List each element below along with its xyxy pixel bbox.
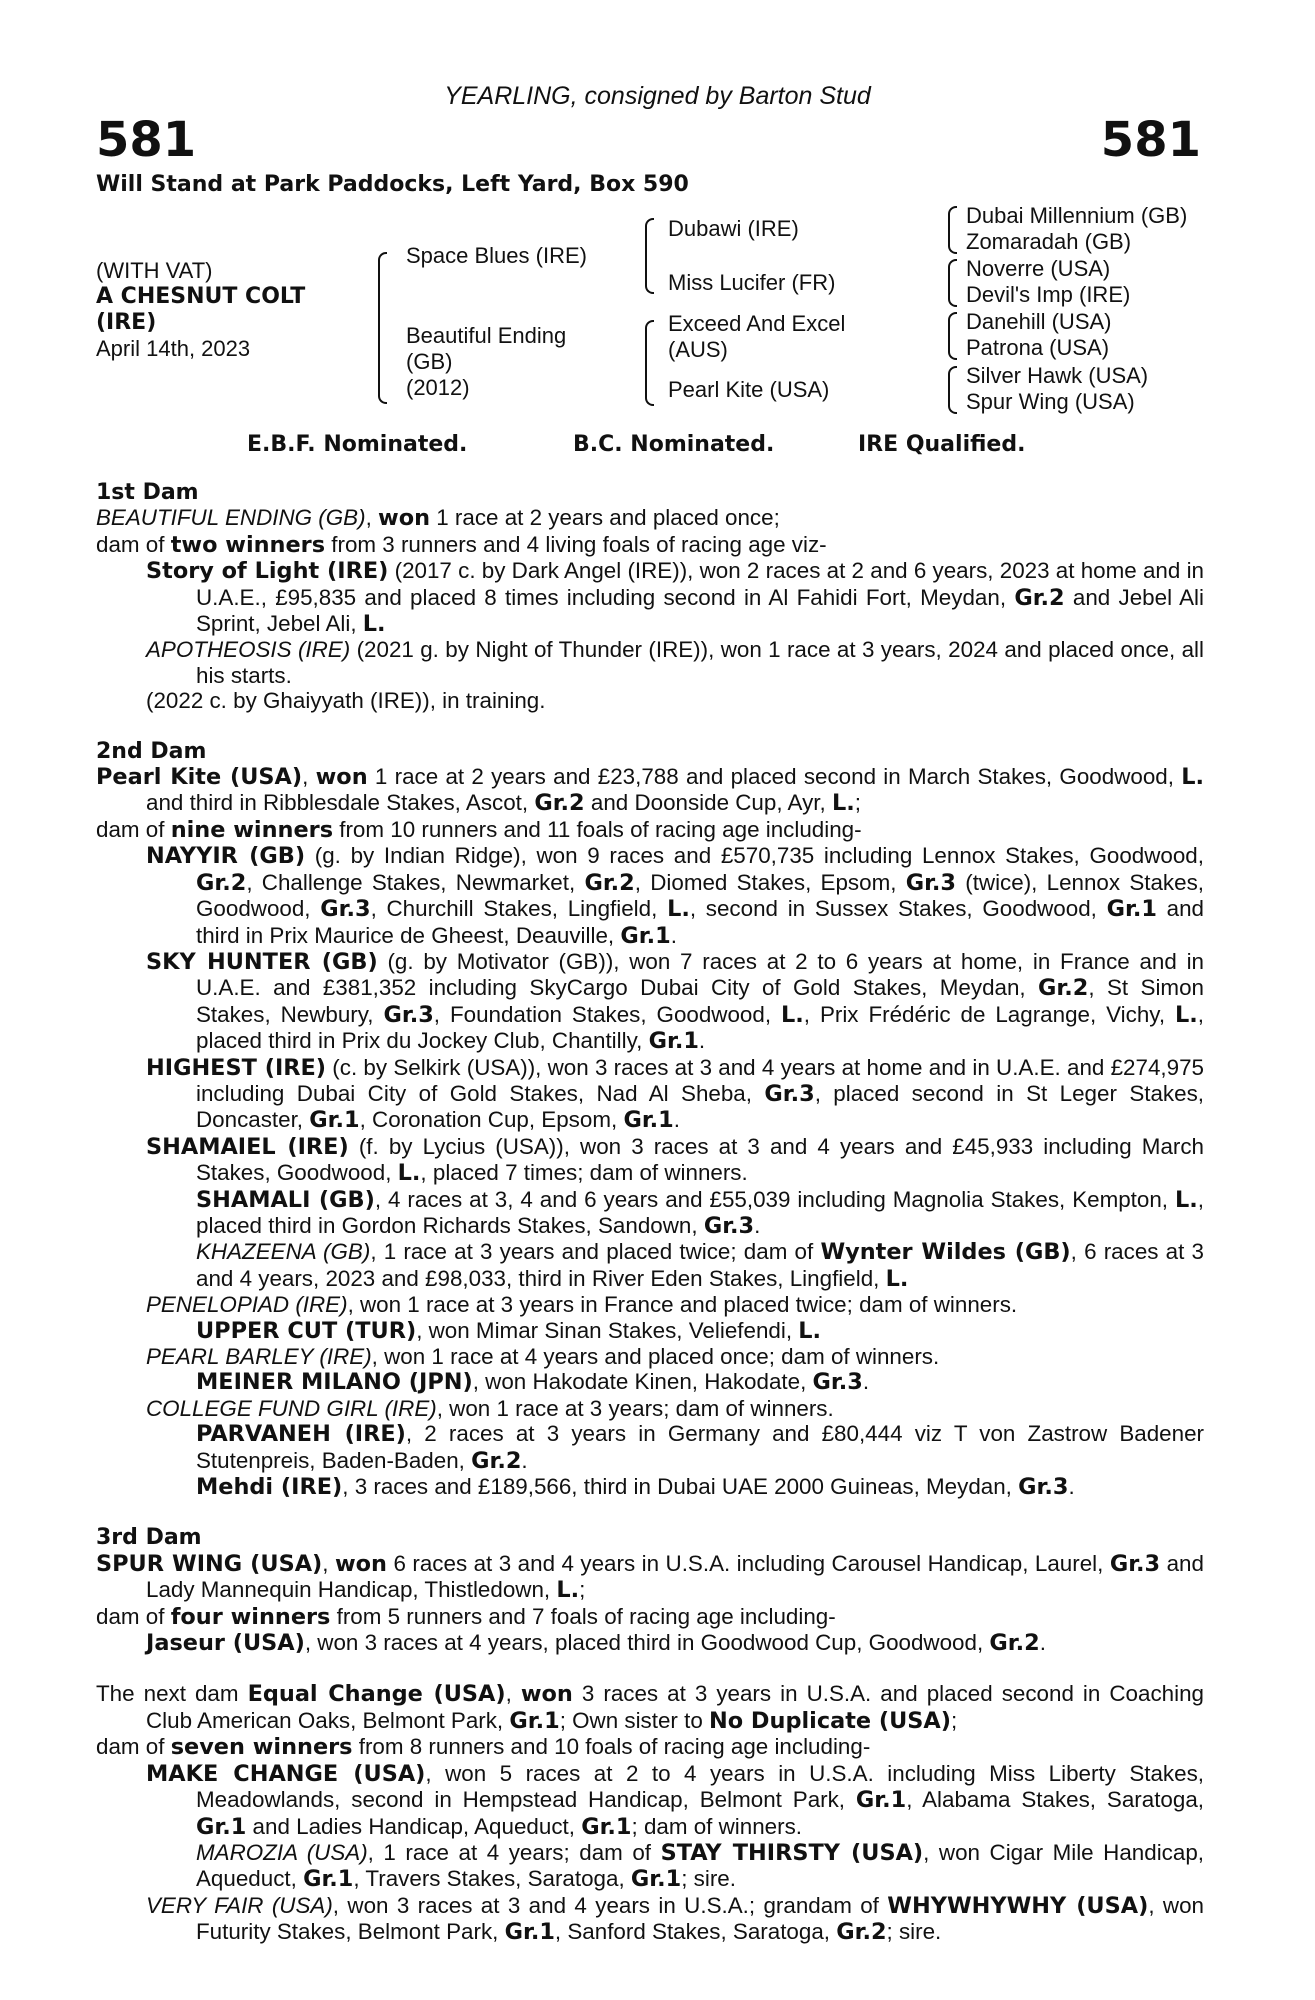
dam-sire-name: Exceed And Excel bbox=[668, 311, 846, 336]
text-run: HIGHEST (IRE) bbox=[146, 1054, 327, 1081]
text-run: MAKE CHANGE (USA) bbox=[146, 1760, 426, 1787]
text-run: STAY THIRSTY (USA) bbox=[660, 1839, 924, 1866]
dam-sire-country: (AUS) bbox=[668, 337, 728, 362]
pedigree-paragraph bbox=[96, 1681, 1204, 1734]
text-run: Mehdi (IRE) bbox=[196, 1474, 343, 1501]
pedigree-paragraph bbox=[96, 949, 1204, 1055]
text-run: Gr.2 bbox=[1014, 584, 1065, 611]
text-run: Gr.2 bbox=[1038, 975, 1089, 1002]
text-run: Gr.3 bbox=[1018, 1474, 1069, 1501]
text-run: Gr.1 bbox=[855, 1787, 907, 1814]
text-run: (2021 g. by Night of Thunder (IRE)), won 1 race at 3 years, 2024 and placed once, all his starts. bbox=[196, 637, 1205, 688]
pedigree-paragraph bbox=[96, 1344, 1204, 1369]
progeny-entry bbox=[96, 637, 1204, 688]
text-run: , second in Sussex Stakes, Goodwood, bbox=[689, 896, 1107, 922]
pedigree-brace bbox=[948, 366, 957, 414]
text-run: . bbox=[1039, 1630, 1046, 1656]
text-run: MEINER MILANO (JPN) bbox=[196, 1369, 473, 1396]
text-run: Gr.1 bbox=[303, 1866, 354, 1893]
text-run: Gr.3 bbox=[764, 1080, 815, 1107]
pedigree-brace bbox=[948, 206, 957, 254]
text-run: Gr.2 bbox=[534, 790, 585, 817]
progeny-entry bbox=[96, 558, 1204, 637]
text-run: (g. by Indian Ridge), won 9 races and £570,735 including Lennox Stakes, Goodwood, bbox=[305, 843, 1204, 869]
pedigree-paragraph bbox=[96, 1369, 1204, 1395]
text-run: four winners bbox=[170, 1603, 331, 1630]
text-run: Gr.3 bbox=[703, 1212, 755, 1239]
ire-qualified: IRE Qualified. bbox=[858, 432, 1026, 457]
text-run: from 3 runners and 4 living foals of racing age viz- bbox=[325, 531, 827, 557]
text-run: Wynter Wildes (GB) bbox=[820, 1239, 1071, 1266]
text-run: Gr.3 bbox=[812, 1369, 863, 1396]
text-run: , won Mimar Sinan Stakes, Veliefendi, bbox=[416, 1317, 799, 1343]
pedigree-paragraph bbox=[96, 532, 1204, 558]
text-run: dam of bbox=[96, 1603, 171, 1629]
text-run: , placed third in Prix du Jockey Club, Chantilly, bbox=[196, 1001, 1204, 1054]
text-run: Gr.2 bbox=[471, 1447, 522, 1474]
pedigree-paragraph bbox=[96, 1630, 1204, 1656]
pedigree-paragraph bbox=[96, 817, 1204, 843]
text-run: ; bbox=[579, 1577, 586, 1603]
pedigree-paragraph bbox=[96, 1318, 1204, 1344]
text-run: COLLEGE FUND GIRL (IRE) bbox=[146, 1395, 437, 1421]
text-run: L. bbox=[1174, 1186, 1198, 1213]
text-run: Pearl Kite (USA) bbox=[96, 764, 303, 791]
vat-note: (WITH VAT) bbox=[96, 258, 213, 283]
pedigree-paragraph bbox=[96, 1604, 1204, 1630]
text-run: Gr.1 bbox=[623, 1107, 674, 1134]
dsd: Patrona (USA) bbox=[966, 335, 1110, 360]
text-run: Gr.1 bbox=[504, 1919, 555, 1946]
dam bbox=[406, 323, 566, 401]
text-run: . bbox=[698, 1028, 706, 1054]
text-run: , 6 races at 3 and 4 years, 2023 and £98,033, third in River Eden Stakes, Lingfield, bbox=[196, 1239, 1205, 1291]
next-dam-section bbox=[96, 1681, 1204, 1945]
foaling-date: April 14th, 2023 bbox=[96, 336, 251, 361]
text-run: L. bbox=[362, 611, 386, 638]
pedigree-paragraph bbox=[96, 1734, 1204, 1760]
sire-sire: Dubawi (IRE) bbox=[668, 216, 799, 241]
text-run: 1 race at 2 years and £23,788 and placed second in March Stakes, Goodwood, bbox=[367, 764, 1182, 790]
text-run: ; Own sister to bbox=[559, 1707, 709, 1733]
sds: Noverre (USA) bbox=[966, 256, 1111, 281]
text-run: . bbox=[754, 1212, 761, 1238]
text-run: , Travers Stakes, Saratoga, bbox=[353, 1866, 631, 1892]
text-run: won bbox=[520, 1681, 573, 1708]
text-run: , won Cigar Mile Handicap, Aqueduct, bbox=[196, 1839, 1204, 1892]
text-run: , won Futurity Stakes, Belmont Park, bbox=[196, 1892, 1204, 1945]
dss: Danehill (USA) bbox=[966, 309, 1112, 334]
text-run: , won 3 races at 3 and 4 years in U.S.A.; grandam of bbox=[332, 1892, 888, 1918]
text-run: , won 1 race at 3 years; dam of winners. bbox=[436, 1395, 834, 1421]
text-run: . bbox=[1068, 1474, 1075, 1500]
pedigree-paragraph bbox=[96, 1239, 1204, 1292]
pedigree-paragraph bbox=[96, 1396, 1204, 1421]
text-run: PENELOPIAD (IRE) bbox=[146, 1292, 348, 1318]
text-run: , bbox=[365, 505, 379, 531]
text-run: , Churchill Stakes, Lingfield, bbox=[370, 896, 668, 922]
text-run: UPPER CUT (TUR) bbox=[196, 1317, 417, 1344]
text-run: , St Simon Stakes, Newbury, bbox=[196, 975, 1204, 1027]
pedigree-paragraph bbox=[96, 1292, 1204, 1317]
text-run: Gr.1 bbox=[309, 1107, 360, 1134]
text-run: . bbox=[521, 1447, 528, 1473]
text-run: Gr.2 bbox=[836, 1919, 887, 1946]
pedigree-brace bbox=[948, 312, 957, 360]
text-run: Gr.2 bbox=[584, 869, 635, 896]
text-run: . bbox=[862, 1369, 870, 1395]
text-run: won bbox=[334, 1550, 387, 1577]
sire: Space Blues (IRE) bbox=[406, 243, 587, 268]
text-run: , placed third in Gordon Richards Stakes, Sandown, bbox=[196, 1186, 1204, 1238]
pedigree-brace bbox=[645, 218, 654, 294]
text-run: The next dam bbox=[96, 1681, 248, 1707]
text-run: , won 3 races at 4 years, placed third in Goodwood Cup, Goodwood, bbox=[304, 1630, 990, 1656]
text-run: 1 race at 2 years and placed once; bbox=[430, 505, 780, 531]
text-run: Gr.3 bbox=[1109, 1550, 1161, 1577]
text-run: L. bbox=[781, 1001, 804, 1028]
pedigree-paragraph bbox=[96, 1840, 1204, 1893]
text-run: (2017 c. by Dark Angel (IRE)), won 2 races at 2 and 6 years, 2023 at home and in U.A.E., £95,835 and placed 8 times including second in Al Fahidi Fort, Meydan, bbox=[196, 558, 1204, 610]
bc-nominated: B.C. Nominated. bbox=[573, 432, 775, 457]
horse-info bbox=[96, 258, 366, 362]
text-run: APOTHEOSIS (IRE) bbox=[146, 637, 351, 663]
pedigree-paragraph bbox=[96, 1134, 1204, 1187]
text-run: , bbox=[302, 764, 316, 790]
text-run: , Challenge Stakes, Newmarket, bbox=[246, 869, 585, 895]
third-dam-section bbox=[96, 1551, 1204, 1657]
sire-dam: Miss Lucifer (FR) bbox=[668, 270, 836, 295]
text-run: dam of bbox=[96, 1734, 171, 1760]
text-run: L. bbox=[667, 896, 690, 923]
text-run: L. bbox=[1174, 1001, 1198, 1028]
first-dam-section bbox=[96, 505, 1204, 713]
dam-country: (GB) bbox=[406, 349, 453, 374]
text-run: dam of bbox=[96, 531, 171, 557]
pedigree-brace bbox=[378, 252, 387, 404]
text-run: L. bbox=[798, 1317, 822, 1344]
box-location: Will Stand at Park Paddocks, Left Yard, Box 590 bbox=[96, 172, 689, 197]
text-run: L. bbox=[831, 790, 855, 817]
pedigree-brace bbox=[645, 320, 654, 406]
third-dam-heading: 3rd Dam bbox=[96, 1525, 202, 1551]
italic-text: BEAUTIFUL ENDING (GB) bbox=[96, 505, 366, 531]
text-run: . bbox=[670, 922, 677, 948]
text-run: Story of Light (IRE) bbox=[146, 558, 389, 585]
text-run: (twice), Lennox Stakes, Goodwood, bbox=[196, 869, 1204, 922]
dam-dam: Pearl Kite (USA) bbox=[668, 377, 830, 402]
text-run: Gr.1 bbox=[620, 922, 671, 949]
text-run: won bbox=[315, 764, 368, 791]
sdd: Devil's Imp (IRE) bbox=[966, 282, 1131, 307]
pedigree-paragraph bbox=[96, 843, 1204, 949]
sss: Dubai Millennium (GB) bbox=[966, 203, 1188, 228]
text-run: and Jebel Ali Sprint, Jebel Ali, bbox=[196, 584, 1204, 637]
text-run: 6 races at 3 and 4 years in U.S.A. including Carousel Handicap, Laurel, bbox=[387, 1550, 1110, 1576]
text-run: Gr.1 bbox=[581, 1813, 632, 1840]
text-run: seven winners bbox=[170, 1734, 353, 1761]
text-run: (c. by Selkirk (USA)), won 3 races at 3 and 4 years at home and in U.A.E. and £274,975 including Dubai City of Gold Stakes, Nad Al Sheba, bbox=[196, 1054, 1204, 1106]
pedigree-paragraph bbox=[96, 1187, 1204, 1240]
pedigree-brace bbox=[948, 259, 957, 307]
text-run: Gr.3 bbox=[320, 896, 371, 923]
text-run: L. bbox=[397, 1160, 421, 1187]
text-run: Jaseur (USA) bbox=[146, 1630, 305, 1657]
dds: Silver Hawk (USA) bbox=[966, 363, 1149, 388]
text-run: SPUR WING (USA) bbox=[96, 1550, 323, 1577]
text-run: SHAMAIEL (IRE) bbox=[146, 1133, 349, 1160]
ssd: Zomaradah (GB) bbox=[966, 229, 1132, 254]
text-run: , placed 7 times; dam of winners. bbox=[420, 1160, 748, 1186]
text-run: , 4 races at 3, 4 and 6 years and £55,039 including Magnolia Stakes, Kempton, bbox=[374, 1186, 1175, 1212]
first-dam-heading: 1st Dam bbox=[96, 480, 199, 505]
text-run: L. bbox=[1181, 764, 1204, 791]
text-run: MAROZIA (USA) bbox=[196, 1839, 368, 1865]
text-run: from 5 runners and 7 foals of racing age including- bbox=[330, 1603, 836, 1629]
text-run: and Ladies Handicap, Aqueduct, bbox=[246, 1813, 582, 1839]
text-run: Equal Change (USA) bbox=[247, 1681, 506, 1708]
text-run: ; dam of winners. bbox=[631, 1813, 802, 1839]
text-run: Gr.3 bbox=[905, 869, 956, 896]
text-run: , Diomed Stakes, Epsom, bbox=[634, 869, 906, 895]
text-run: PEARL BARLEY (IRE) bbox=[146, 1344, 372, 1369]
text-run: and third in Ribblesdale Stakes, Ascot, bbox=[146, 790, 535, 816]
horse-name: A CHESNUT COLT bbox=[96, 284, 306, 309]
text-run: , won 1 race at 4 years and placed once; dam of winners. bbox=[371, 1344, 940, 1369]
text-run: SKY HUNTER (GB) bbox=[146, 948, 378, 975]
text-run: and Doonside Cup, Ayr, bbox=[584, 790, 832, 816]
text-run: nine winners bbox=[170, 816, 334, 843]
text-run: SHAMALI (GB) bbox=[196, 1186, 375, 1213]
text-run: from 10 runners and 11 foals of racing age including- bbox=[333, 816, 862, 842]
text-run: Gr.1 bbox=[509, 1707, 560, 1734]
dam-sire bbox=[668, 311, 845, 363]
text-run: VERY FAIR (USA) bbox=[146, 1892, 333, 1918]
text-run: , Sanford Stakes, Saratoga, bbox=[554, 1919, 837, 1945]
horse-name-country: (IRE) bbox=[96, 310, 157, 335]
text-run: (2022 c. by Ghaiyyath (IRE)), in training. bbox=[146, 688, 546, 714]
pedigree-paragraph bbox=[96, 764, 1204, 817]
progeny-entry bbox=[96, 688, 1204, 713]
text-run: and Lady Mannequin Handicap, Thistledown, bbox=[146, 1550, 1204, 1603]
second-dam-heading: 2nd Dam bbox=[96, 738, 207, 764]
pedigree-paragraph bbox=[96, 1761, 1204, 1840]
text-run: ; bbox=[854, 790, 861, 816]
dam-year: (2012) bbox=[406, 375, 470, 400]
pedigree-paragraph bbox=[96, 1055, 1204, 1134]
text-run: L. bbox=[556, 1577, 580, 1604]
pedigree-paragraph bbox=[96, 1421, 1204, 1474]
text-run: (f. by Lycius (USA)), won 3 races at 3 and 4 years and £45,933 including March Stakes, Goodwood, bbox=[196, 1133, 1205, 1186]
consignment-line: YEARLING, consigned by Barton Stud bbox=[444, 82, 871, 110]
text-run: KHAZEENA (GB) bbox=[196, 1239, 371, 1265]
text-run: L. bbox=[885, 1265, 909, 1292]
bold-text: two winners bbox=[170, 531, 326, 558]
lot-number-left: 581 bbox=[96, 112, 197, 168]
text-run: Gr.3 bbox=[383, 1001, 434, 1028]
text-run: , won 1 race at 3 years in France and placed twice; dam of winners. bbox=[347, 1292, 1018, 1318]
text-run: NAYYIR (GB) bbox=[146, 843, 306, 870]
pedigree-paragraph bbox=[96, 505, 1204, 531]
ddd: Spur Wing (USA) bbox=[966, 389, 1135, 414]
text-run: Gr.1 bbox=[196, 1813, 247, 1840]
text-run: , won 5 races at 2 to 4 years in U.S.A. including Miss Liberty Stakes, Meadowlands, second in Hempstead Handicap, Belmont Park, bbox=[196, 1760, 1204, 1813]
ebf-nominated: E.B.F. Nominated. bbox=[247, 432, 468, 457]
text-run: , bbox=[322, 1550, 335, 1576]
text-run: Gr.2 bbox=[989, 1630, 1040, 1657]
text-run: PARVANEH (IRE) bbox=[196, 1421, 406, 1448]
text-run: , Prix Frédéric de Lagrange, Vichy, bbox=[803, 1001, 1175, 1027]
text-run: , 3 races and £189,566, third in Dubai UAE 2000 Guineas, Meydan, bbox=[342, 1474, 1019, 1500]
text-run: and third in Prix Maurice de Gheest, Deauville, bbox=[196, 896, 1204, 948]
text-run: , 1 race at 3 years and placed twice; dam of bbox=[370, 1239, 821, 1265]
text-run: Gr.1 bbox=[630, 1866, 682, 1893]
pedigree-paragraph bbox=[96, 1474, 1204, 1500]
text-run: (g. by Motivator (GB)), won 7 races at 2 to 6 years at home, in France and in U.A.E. and £381,352 including SkyCargo Dubai City of Gold Stakes, Meydan, bbox=[196, 948, 1204, 1001]
pedigree-paragraph bbox=[96, 1551, 1204, 1604]
pedigree-paragraph bbox=[96, 1893, 1204, 1946]
text-run: Gr.1 bbox=[648, 1028, 699, 1055]
dam-name: Beautiful Ending bbox=[406, 323, 567, 348]
text-run: Gr.1 bbox=[1106, 896, 1157, 923]
text-run: 3 races at 3 years in U.S.A. and placed second in Coaching Club American Oaks, Belmont Park, bbox=[146, 1681, 1204, 1733]
text-run: , bbox=[505, 1681, 521, 1707]
text-run: , Foundation Stakes, Goodwood, bbox=[433, 1001, 781, 1027]
text-run: Gr.2 bbox=[196, 869, 247, 896]
second-dam-section bbox=[96, 764, 1204, 1500]
text-run: ; bbox=[951, 1707, 958, 1733]
text-run: , 1 race at 4 years; dam of bbox=[367, 1839, 661, 1865]
text-run: , won Hakodate Kinen, Hakodate, bbox=[472, 1369, 813, 1395]
text-run: , Coronation Cup, Epsom, bbox=[359, 1107, 624, 1133]
catalogue-content bbox=[96, 480, 1204, 1946]
text-run: ; sire. bbox=[886, 1919, 942, 1945]
text-run: No Duplicate (USA) bbox=[709, 1707, 951, 1734]
text-run: ; sire. bbox=[681, 1866, 736, 1892]
text-run: , 2 races at 3 years in Germany and £80,444 viz T von Zastrow Badener Stutenpreis, Baden-Baden, bbox=[196, 1421, 1204, 1473]
text-run: WHYWHYWHY (USA) bbox=[887, 1892, 1149, 1919]
text-run: , placed second in St Leger Stakes, Doncaster, bbox=[196, 1080, 1204, 1133]
text-run: , Alabama Stakes, Saratoga, bbox=[906, 1787, 1204, 1813]
bold-text: won bbox=[378, 505, 431, 532]
text-run: from 8 runners and 10 foals of racing age including- bbox=[352, 1734, 871, 1760]
text-run: . bbox=[673, 1107, 680, 1133]
text-run: dam of bbox=[96, 816, 171, 842]
lot-number-right: 581 bbox=[1100, 112, 1201, 168]
